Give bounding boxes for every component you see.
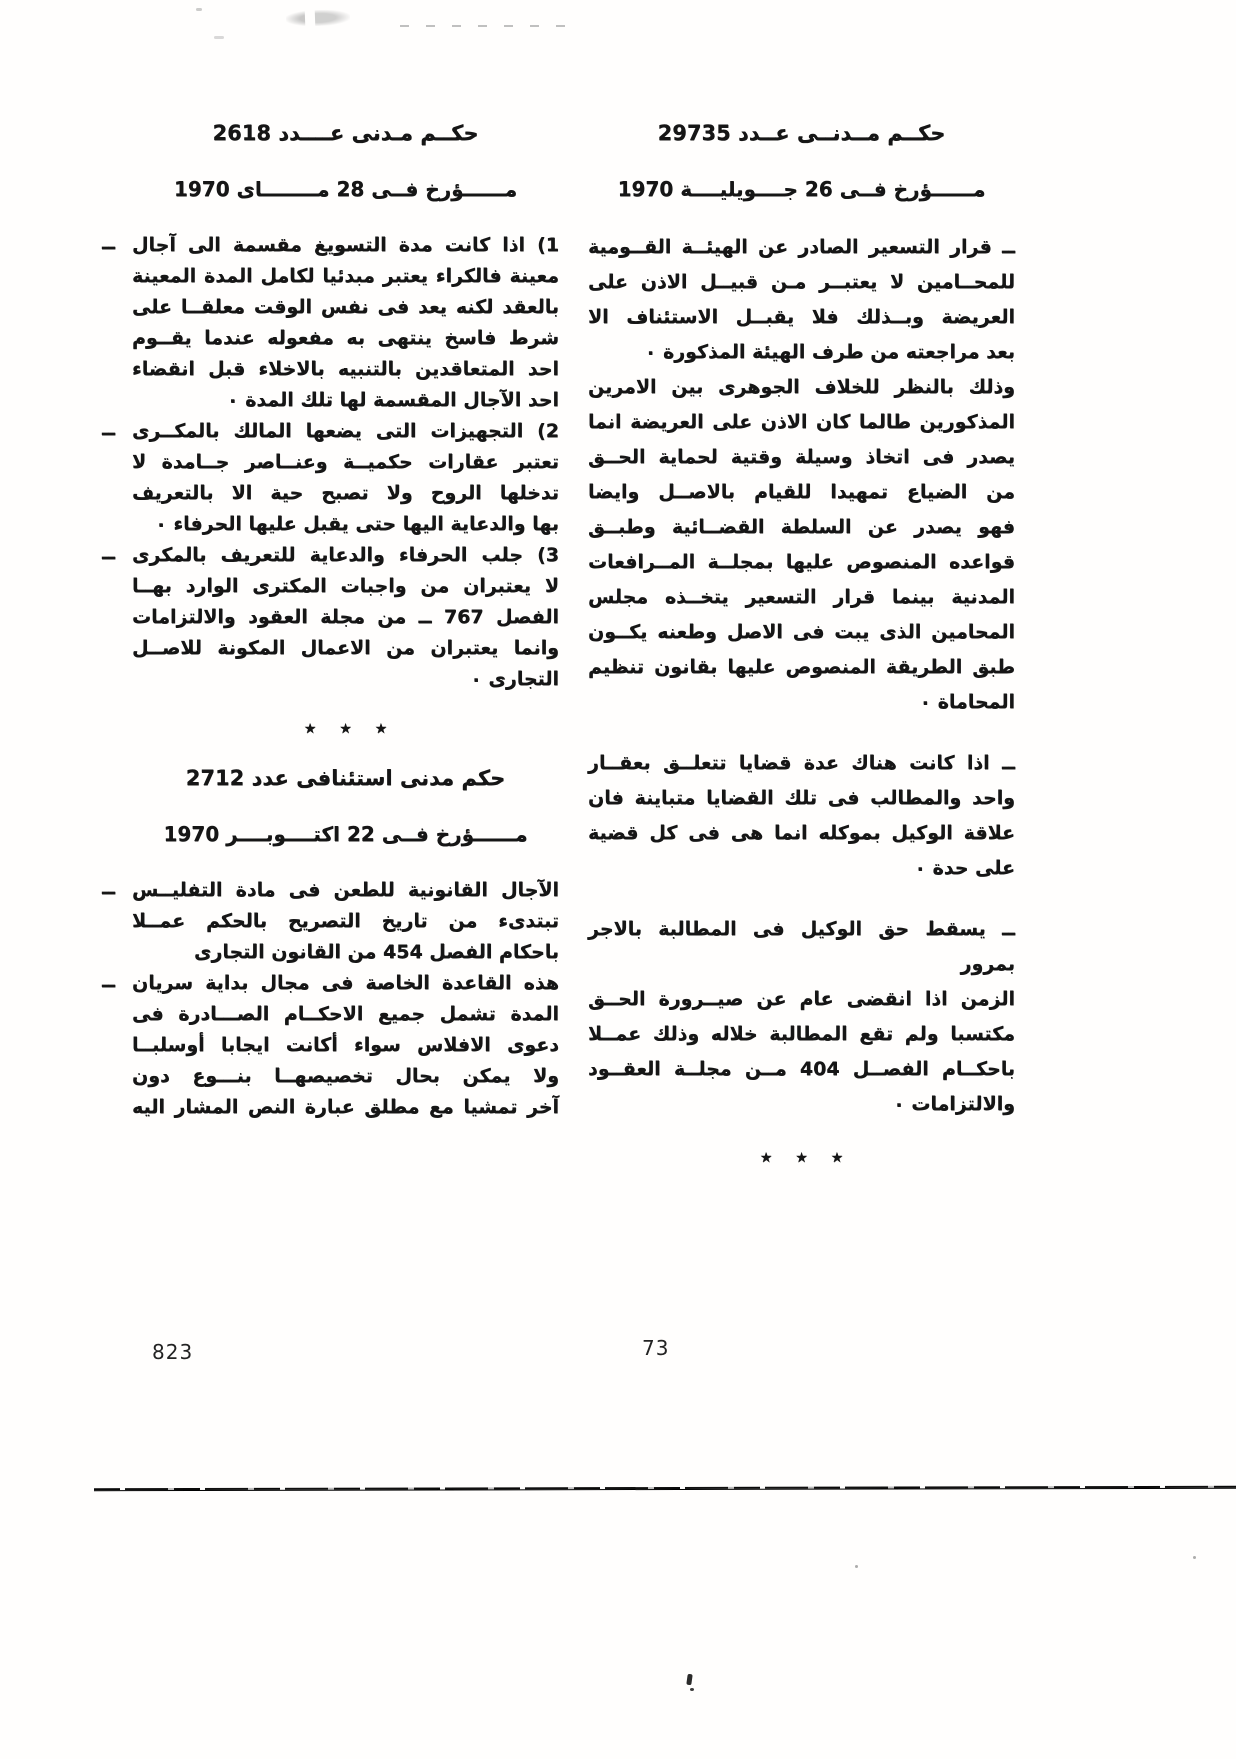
scan-artifact: [400, 24, 580, 28]
page-fold-line: [94, 1485, 1236, 1491]
text-line: ولا يمكن بحال تخصيصهــا بنـــوع دون: [132, 1065, 559, 1087]
text-line: تعتبر عقارات حكميــة وعنــاصر جــامدة لا: [132, 451, 559, 473]
text-line: المحامين الذى يبت فى الاصل وطعنه يكــون: [588, 621, 1015, 643]
text-line: المحاماة ٠: [919, 691, 1015, 713]
text-line: 2) التجهيزات التى يضعها المالك بالمكــرى: [132, 420, 559, 442]
ruling-paragraph: [588, 912, 1015, 1122]
paragraph-dash-marker: ــ: [989, 752, 1015, 774]
text-line: ــ قرار التسعير الصادر عن الهيئــة القــومية: [588, 236, 1015, 258]
text-line: يصدر فى اتخاذ وسيلة وقتية لحماية الحــق: [588, 446, 1015, 468]
text-line: ــ يسقط حق الوكيل فى المطالبة بالاجر بمرور: [588, 918, 1015, 975]
text-line: والالتزامات ٠: [893, 1093, 1015, 1115]
ruling-paragraph: [102, 540, 559, 695]
paragraph-dash-marker: ــ: [102, 418, 115, 440]
text-line: على حدة ٠: [914, 857, 1015, 879]
text-line: وانما يعتبران من الاعمال المكونة للاصــل: [132, 637, 559, 659]
ruling-paragraph: [102, 230, 559, 416]
column-right-judgment-29735: [588, 118, 1015, 1192]
text-line: للمحــامين لا يعتبــر مـن قبيــل الاذن على: [588, 271, 1015, 293]
judgment-title: حكم مدنى استئنافى عدد 2712: [185, 766, 506, 790]
text-line: التجارى ٠: [470, 668, 559, 690]
text-line: الفصل 767 ــ من مجلة العقود والالتزامات: [132, 606, 559, 628]
text-line: من الضياع تمهيدا للقيام بالاصــل وايضا: [588, 481, 1015, 503]
judgment-title: حكــم مـدنى عــــدد 2618: [212, 121, 479, 145]
section-separator-stars: ★ ★ ★: [303, 721, 388, 737]
text-line: 1) اذا كانت مدة التسويغ مقسمة الى آجال: [132, 234, 559, 256]
scan-artifact: [690, 1688, 694, 1691]
text-line: المدنية بينما قرار التسعير يتخــذه مجلس: [588, 586, 1015, 608]
text-line: باحكام الفصل 454 من القانون التجارى: [194, 941, 559, 963]
text-line: بالعقد لكنه يعد فى نفس الوقت معلقــا على: [132, 296, 559, 318]
text-line: احد الآجال المقسمة لها تلك المدة ٠: [226, 389, 559, 411]
ruling-paragraph: [588, 746, 1015, 886]
text-line: معينة فالكراء يعتبر مبدئيا لكامل المدة المعينة: [132, 265, 559, 287]
text-line: العريضة وبــذلك فلا يقبــل الاستئناف الا: [588, 306, 1015, 328]
text-line: تبتدىء من تاريخ التصريح بالحكم عمــلا: [132, 910, 559, 932]
judgment-title: حكــم مــدنــى عــدد 29735: [657, 121, 946, 145]
text-line: وذلك بالنظر للخلاف الجوهرى بين الامرين: [588, 376, 1015, 398]
text-line: فهو يصدر عن السلطة القضــائية وطبــق: [588, 516, 1015, 538]
paragraph-dash-marker: ــ: [985, 918, 1015, 940]
paragraph-dash-marker: ــ: [102, 970, 115, 992]
text-line: هذه القاعدة الخاصة فى مجال بداية سريان: [132, 972, 559, 994]
text-line: شرط فاسخ ينتهى به مفعوله عندما يقــوم: [132, 327, 559, 349]
text-line: بها والدعاية اليها حتى يقبل عليها الحرفاء ٠: [155, 513, 559, 535]
text-line: آخر تمشيا مع مطلق عبارة النص المشار اليه: [132, 1096, 559, 1118]
text-line: المذكورين طالما كان الاذن على العريضة انما: [588, 411, 1015, 433]
text-line: ــ اذا كانت هناك عدة قضايا تتعلــق بعقــار: [588, 752, 1015, 774]
ruling-paragraph: [102, 875, 559, 968]
text-line: باحكــام الفصــل 404 مــن مجلــة العقــود: [588, 1058, 1015, 1080]
ruling-paragraph: [102, 416, 559, 540]
page-number-center: 73: [642, 1336, 670, 1360]
paragraph-dash-marker: ــ: [991, 236, 1015, 258]
text-line: طبق الطريقة المنصوص عليها بقانون تنظيم: [588, 656, 1015, 678]
text-line: احد المتعاقدين بالتنبيه بالاخلاء قبل انقضاء: [132, 358, 559, 380]
scan-artifact: [1193, 1556, 1196, 1559]
text-line: تدخلها الروح ولا تصبح حية الا بالتعريف: [132, 482, 559, 504]
text-line: دعوى الافلاس سواء أكانت ايجابا أوسلبــا: [132, 1034, 559, 1056]
ruling-paragraph: [102, 968, 559, 1123]
scan-artifact: [196, 8, 202, 11]
text-line: واحد والمطالب فى تلك القضايا متباينة فان: [588, 787, 1015, 809]
scan-artifact: [686, 1674, 692, 1686]
ruling-paragraph: [588, 230, 1015, 720]
judgment-date-line: مــــــؤرخ فــى 22 اكتــــوبــــر 1970: [163, 822, 528, 846]
text-line: المدة تشمل جميع الاحكــام الصـــادرة فى: [132, 1003, 559, 1025]
paragraph-dash-marker: ــ: [102, 232, 115, 254]
page-number-left: 823: [152, 1340, 194, 1364]
text-line: 3) جلب الحرفاء والدعاية للتعريف بالمكرى: [132, 544, 559, 566]
judgment-date-line: مــــــؤرخ فــى 26 جــــويليــــة 1970: [617, 177, 986, 201]
paragraph-dash-marker: ــ: [102, 542, 115, 564]
scan-artifact: [214, 36, 224, 39]
scan-artifact: [855, 1565, 858, 1568]
column-left-judgments-2618-2712: [102, 118, 559, 1123]
text-line: لا يعتبران من واجبات المكترى الوارد بهــا: [132, 575, 559, 597]
text-line: الزمن اذا انقضى عام عن صيــرورة الحــق: [588, 988, 1015, 1010]
section-separator-stars: ★ ★ ★: [759, 1150, 844, 1166]
text-line: بعد مراجعته من طرف الهيئة المذكورة ٠: [644, 341, 1015, 363]
text-line: الآجال القانونية للطعن فى مادة التفليــس: [132, 879, 559, 901]
text-line: علاقة الوكيل بموكله انما هى فى كل قضية: [588, 822, 1015, 844]
judgment-date-line: مــــــؤرخ فــى 28 مــــــــاى 1970: [173, 177, 518, 201]
paragraph-dash-marker: ــ: [102, 877, 115, 899]
text-line: مكتسبا ولم تقع المطالبة خلاله وذلك عمــلا: [588, 1023, 1015, 1045]
scan-artifact: [286, 9, 351, 27]
text-line: قواعده المنصوص عليها بمجلــة المــرافعات: [588, 551, 1015, 573]
